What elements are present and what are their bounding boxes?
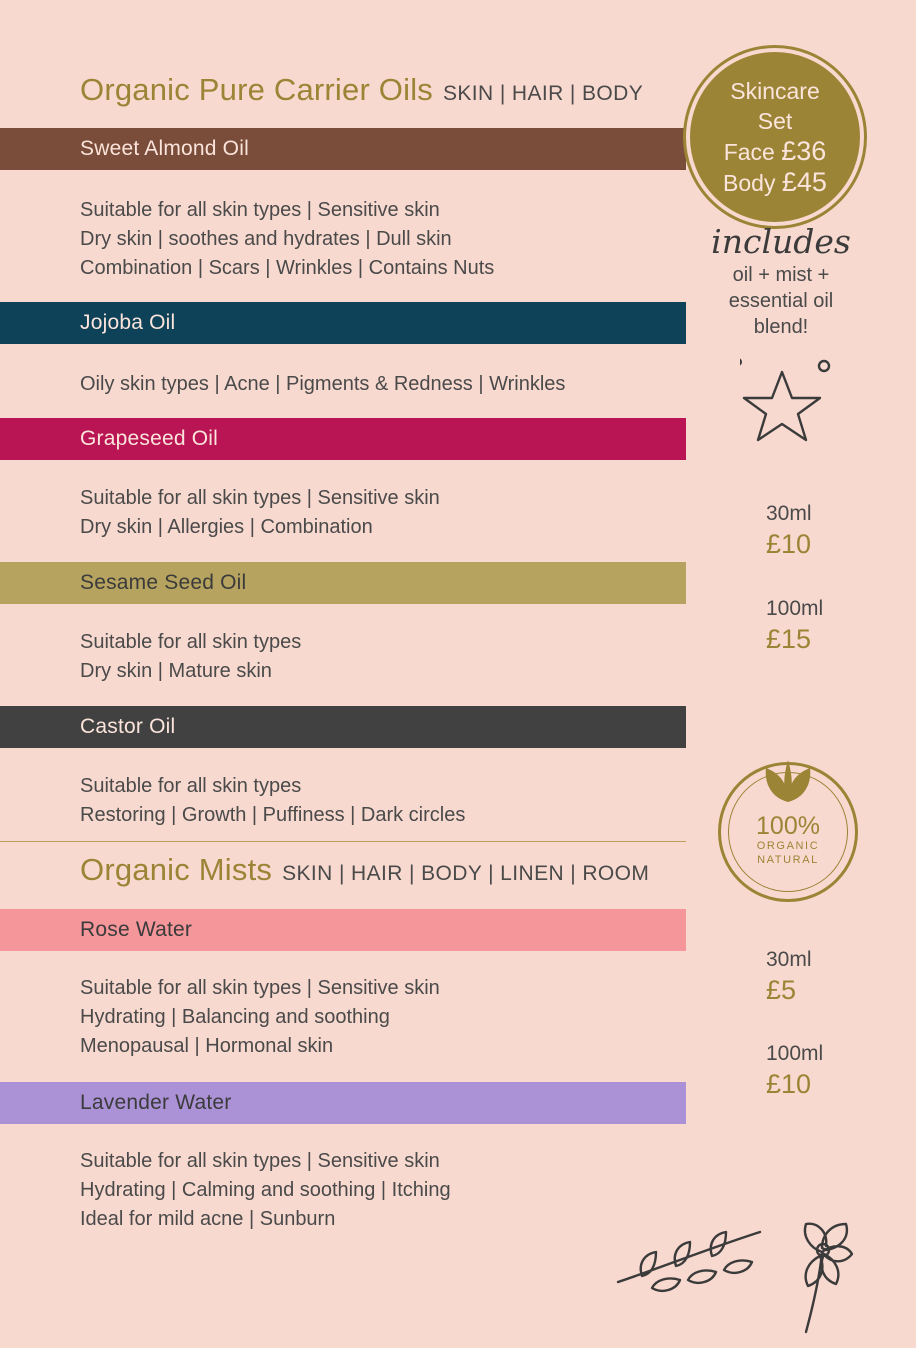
badge-face-label: Face <box>723 139 775 165</box>
product-name: Jojoba Oil <box>80 311 176 334</box>
product-name: Sesame Seed Oil <box>80 571 247 594</box>
floral-doodle-icon <box>600 1190 900 1340</box>
section-heading-organic-mists <box>80 852 649 888</box>
description-line: Suitable for all skin types | Sensitive skin <box>80 1150 440 1172</box>
product-description-castor-oil <box>80 772 465 830</box>
product-description-lavender-water <box>80 1147 451 1234</box>
oil-price-30ml <box>766 500 812 560</box>
section-divider <box>0 841 686 842</box>
product-description-sweet-almond-oil <box>80 196 494 283</box>
description-line: Dry skin | soothes and hydrates | Dull skin <box>80 228 452 250</box>
includes-line-3: blend! <box>753 316 809 338</box>
price-amount: £15 <box>766 624 812 654</box>
product-name: Castor Oil <box>80 715 176 738</box>
badge-title-line2: Set <box>757 108 793 134</box>
includes-detail-text <box>676 262 886 340</box>
product-bar-sweet-almond-oil[interactable] <box>0 128 686 170</box>
section-title: Organic Mists <box>80 852 273 887</box>
description-line: Suitable for all skin types <box>80 631 302 653</box>
description-line: Hydrating | Balancing and soothing <box>80 1006 390 1028</box>
seal-inner-ring <box>728 772 848 892</box>
product-description-rose-water <box>80 974 440 1061</box>
badge-face-price: £36 <box>781 136 827 166</box>
section-title: Organic Pure Carrier Oils <box>80 72 433 107</box>
product-bar-rose-water[interactable] <box>0 909 686 951</box>
price-amount: £10 <box>766 1069 812 1099</box>
product-description-jojoba-oil <box>80 370 565 399</box>
organic-seal-badge <box>718 762 858 902</box>
includes-line-1: oil + mist + <box>732 264 830 286</box>
description-line: Restoring | Growth | Puffiness | Dark circles <box>80 804 466 826</box>
price-size: 30ml <box>766 502 812 525</box>
badge-body-price: £45 <box>781 167 827 197</box>
product-name: Rose Water <box>80 918 193 941</box>
price-size: 30ml <box>766 948 812 971</box>
product-name: Grapeseed Oil <box>80 427 219 450</box>
product-name: Lavender Water <box>80 1091 232 1114</box>
product-bar-castor-oil[interactable] <box>0 706 686 748</box>
description-line: Dry skin | Mature skin <box>80 660 272 682</box>
includes-script-text: includes <box>711 222 851 261</box>
section-subtitle: SKIN | HAIR | BODY | LINEN | ROOM <box>282 862 650 885</box>
description-line: Suitable for all skin types | Sensitive skin <box>80 199 440 221</box>
description-line: Hydrating | Calming and soothing | Itching <box>80 1179 451 1201</box>
price-size: 100ml <box>766 1042 824 1065</box>
seal-line-1: ORGANIC <box>756 840 820 852</box>
description-line: Ideal for mild acne | Sunburn <box>80 1208 336 1230</box>
section-subtitle: SKIN | HAIR | BODY <box>442 82 644 105</box>
seal-percent: 100% <box>756 812 820 840</box>
description-line: Menopausal | Hormonal skin <box>80 1035 334 1057</box>
description-line: Oily skin types | Acne | Pigments & Redness | Wrinkles <box>80 373 566 395</box>
badge-title-line1: Skincare <box>730 78 820 104</box>
oil-price-100ml <box>766 595 823 655</box>
mist-price-30ml <box>766 946 812 1006</box>
description-line: Dry skin | Allergies | Combination <box>80 516 373 538</box>
product-description-grapeseed-oil <box>80 484 440 542</box>
price-amount: £10 <box>766 529 812 559</box>
badge-face-row <box>724 136 827 167</box>
product-bar-grapeseed-oil[interactable] <box>0 418 686 460</box>
description-line: Combination | Scars | Wrinkles | Contains Nuts <box>80 257 495 279</box>
price-amount: £5 <box>766 975 797 1005</box>
product-bar-lavender-water[interactable] <box>0 1082 686 1124</box>
skincare-set-badge <box>686 48 864 226</box>
price-size: 100ml <box>766 597 824 620</box>
product-name: Sweet Almond Oil <box>80 137 249 160</box>
badge-body-row <box>723 167 827 198</box>
star-doodle-icon <box>740 352 850 442</box>
description-line: Suitable for all skin types | Sensitive skin <box>80 977 440 999</box>
badge-body-label: Body <box>723 170 776 196</box>
product-description-sesame-seed-oil <box>80 628 301 686</box>
description-line: Suitable for all skin types <box>80 775 302 797</box>
product-bar-sesame-seed-oil[interactable] <box>0 562 686 604</box>
includes-line-2: essential oil <box>728 290 834 312</box>
mist-price-100ml <box>766 1040 823 1100</box>
seal-line-2: NATURAL <box>757 854 819 866</box>
product-bar-jojoba-oil[interactable] <box>0 302 686 344</box>
section-heading-carrier-oils <box>80 72 643 108</box>
description-line: Suitable for all skin types | Sensitive skin <box>80 487 440 509</box>
